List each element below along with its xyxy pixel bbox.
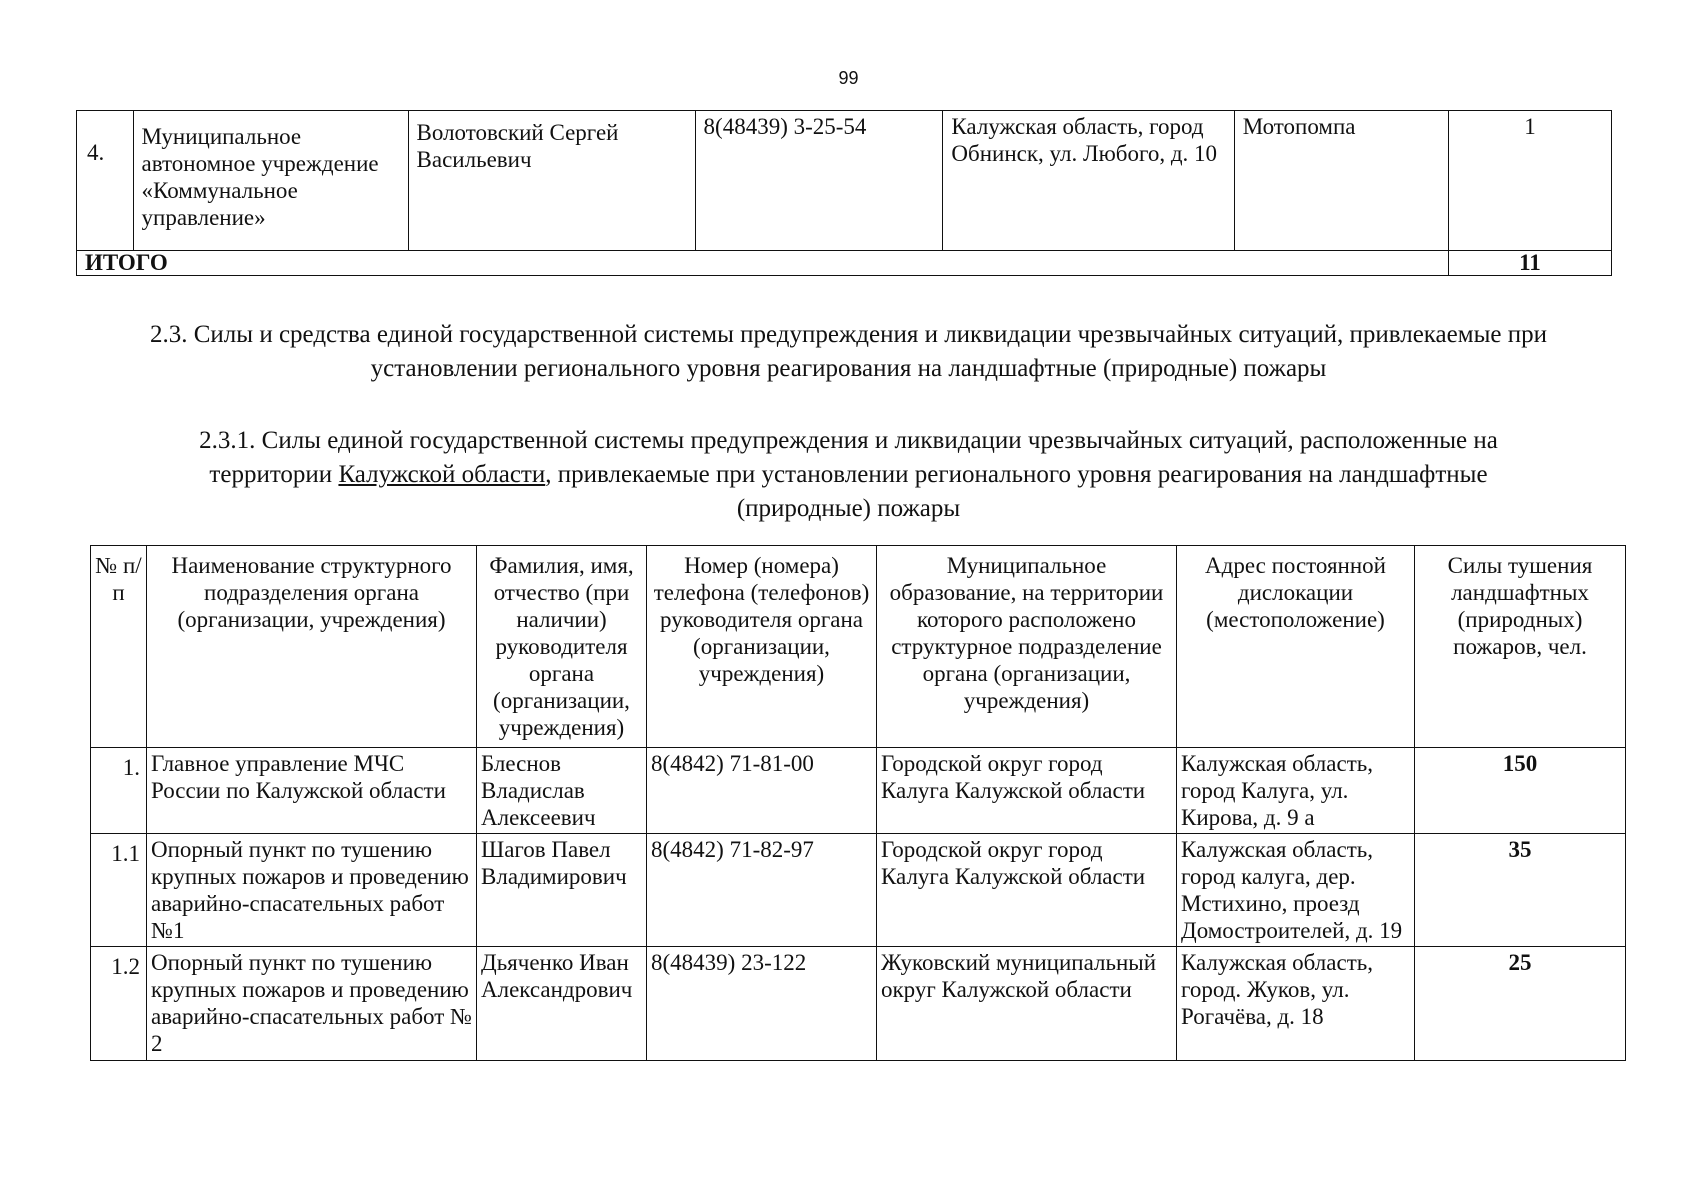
table-row xyxy=(91,748,1626,834)
table-row xyxy=(77,111,1612,251)
forces-count: 150 xyxy=(1415,748,1626,834)
head-name: Волотовский Сергей Васильевич xyxy=(408,111,695,251)
address: Калужская область, город. Жуков, ул. Рогачёва, д. 18 xyxy=(1177,947,1415,1061)
address: Калужская область, город Калуга, ул. Кирова, д. 9 а xyxy=(1177,748,1415,834)
municipality: Городской округ город Калуга Калужской области xyxy=(877,834,1177,947)
phone-number: 8(48439) 23-122 xyxy=(647,947,877,1061)
municipality: Жуковский муниципальный округ Калужской области xyxy=(877,947,1177,1061)
header-address: Адрес постоянной дислокации (местоположение) xyxy=(1177,546,1415,748)
row-number: 1. xyxy=(91,748,147,834)
phone-number: 8(4842) 71-82-97 xyxy=(647,834,877,947)
table-row xyxy=(91,834,1626,947)
header-num: № п/п xyxy=(91,546,147,748)
subsection-text-start: 2.3.1. Силы единой государственной системы предупреждения и ликвидации чрезвычайных ситуаций, расположенные на территории xyxy=(199,427,1498,488)
phone-number: 8(48439) 3-25-54 xyxy=(695,111,943,251)
head-name: Дьяченко Иван Александрович xyxy=(477,947,647,1061)
section-heading: 2.3. Силы и средства единой государственной системы предупреждения и ликвидации чрезвычайных ситуаций, привлекаемые при установлении регионального уровня реагирования на ландшафтные (природные) пожары xyxy=(150,321,1547,382)
equipment-table xyxy=(76,110,1612,276)
region-name: Калужской области xyxy=(338,461,546,488)
unit-name: Опорный пункт по тушению крупных пожаров и проведению аварийно-спасательных работ №1 xyxy=(147,834,477,947)
page-number: 99 xyxy=(838,68,859,88)
header-phone: Номер (номера) телефона (телефонов) руководителя органа (организации, учреждения) xyxy=(647,546,877,748)
total-row xyxy=(77,251,1612,276)
organization-name: Муниципальное автономное учреждение «Коммунальное управление» xyxy=(133,111,408,251)
unit-name: Опорный пункт по тушению крупных пожаров и проведению аварийно-спасательных работ № 2 xyxy=(147,947,477,1061)
header-name: Наименование структурного подразделения органа (организации, учреждения) xyxy=(147,546,477,748)
table-header-row xyxy=(91,546,1626,748)
header-forces: Силы тушения ландшафтных (природных) пожаров, чел. xyxy=(1415,546,1626,748)
address: Калужская область, город калуга, дер. Мстихино, проезд Домостроителей, д. 19 xyxy=(1177,834,1415,947)
forces-count: 25 xyxy=(1415,947,1626,1061)
subsection-heading xyxy=(0,424,1697,526)
municipality: Городской округ город Калуга Калужской области xyxy=(877,748,1177,834)
unit-name: Главное управление МЧС России по Калужской области xyxy=(147,748,477,834)
forces-count: 35 xyxy=(1415,834,1626,947)
subsection-text-end: , привлекаемые при установлении регионального уровня реагирования на ландшафтные (природные) пожары xyxy=(545,461,1488,522)
table-row xyxy=(91,947,1626,1061)
phone-number: 8(4842) 71-81-00 xyxy=(647,748,877,834)
equipment: Мотопомпа xyxy=(1234,111,1448,251)
total-value: 11 xyxy=(1448,251,1611,276)
forces-table xyxy=(90,545,1626,1061)
head-name: Блеснов Владислав Алексеевич xyxy=(477,748,647,834)
quantity: 1 xyxy=(1448,111,1611,251)
head-name: Шагов Павел Владимирович xyxy=(477,834,647,947)
row-number: 1.1 xyxy=(91,834,147,947)
row-number: 4. xyxy=(77,111,134,251)
total-label: ИТОГО xyxy=(77,251,1449,276)
header-head: Фамилия, имя, отчество (при наличии) руководителя органа (организации, учреждения) xyxy=(477,546,647,748)
row-number: 1.2 xyxy=(91,947,147,1061)
address: Калужская область, город Обнинск, ул. Любого, д. 10 xyxy=(943,111,1234,251)
header-municipality: Муниципальное образование, на территории которого расположено структурное подразделение органа (организации, учреждения) xyxy=(877,546,1177,748)
